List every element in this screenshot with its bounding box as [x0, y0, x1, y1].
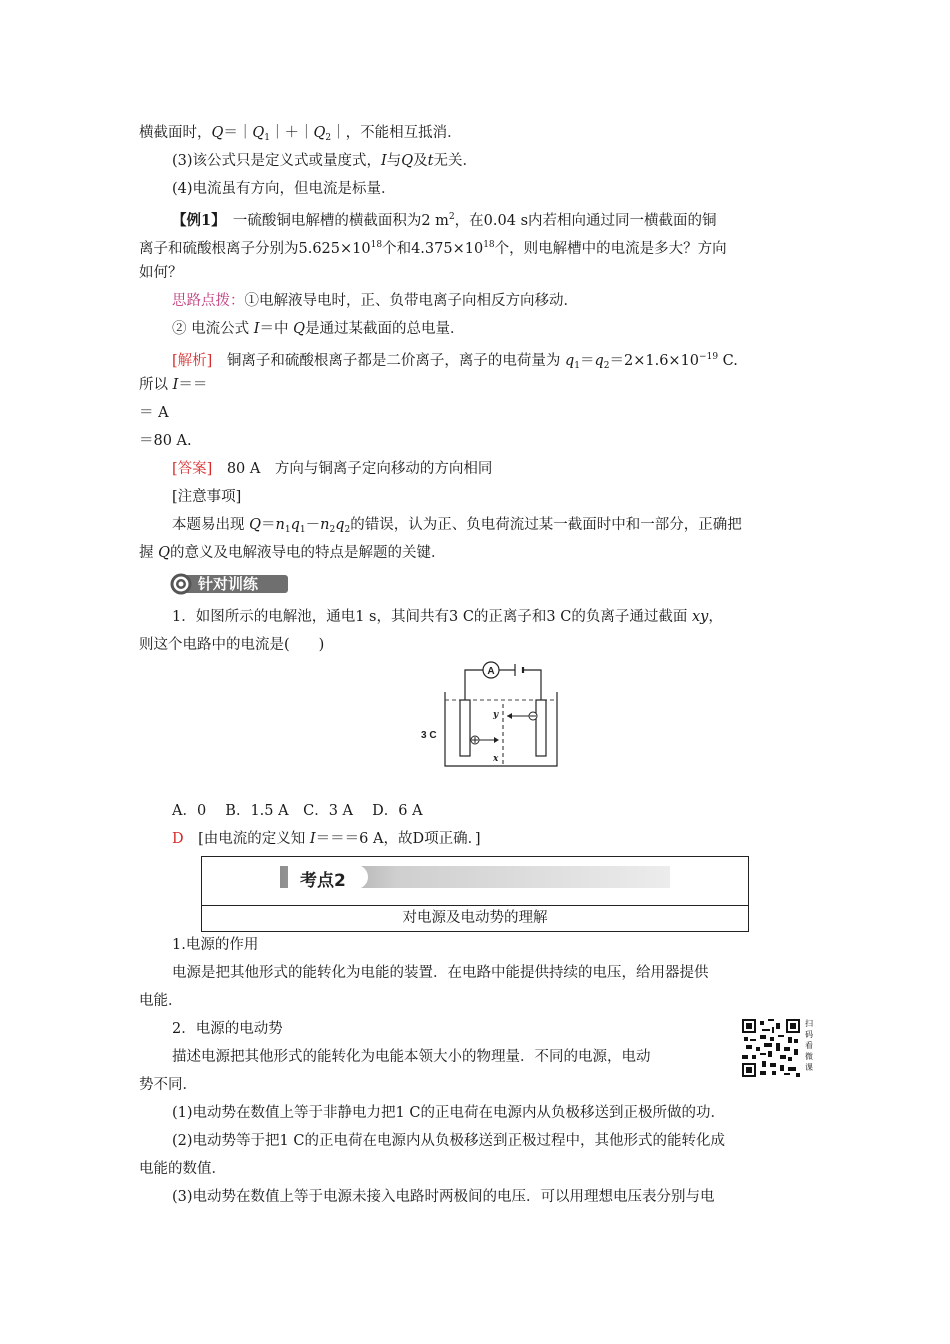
answer-line: [答案] 80 A 方向与铜离子定向移动的方向相同: [172, 461, 493, 477]
text-line: (4)电流虽有方向，但电流是标量．: [172, 181, 396, 197]
kaodian-title: 对电源及电动势的理解: [402, 910, 548, 926]
ammeter-label: A: [487, 666, 495, 677]
section-heading: 1.电源的作用: [172, 937, 259, 953]
svg-text:y: y: [493, 710, 499, 720]
text-line: 电能的数值．: [139, 1161, 226, 1177]
example-line: 如何？: [139, 265, 183, 281]
note-line: 握 Q的意义及电解液导电的特点是解题的关键．: [139, 545, 446, 561]
example-line: 离子和硫酸根离子分别为$5.625\times 10^{18}$个和$4.375\times 10^{18}$个，则电解槽中的电流是多大？方向: [139, 240, 727, 257]
answer-label: [答案]: [172, 461, 213, 477]
svg-text:x: x: [493, 754, 499, 764]
electrolytic-cell-diagram: [415, 660, 565, 780]
text-line: 横截面时，$Q=|Q_1|+|Q_2|$，不能相互抵消．: [139, 125, 462, 143]
charge-label: 3 C: [421, 730, 437, 741]
training-banner: [170, 573, 290, 595]
kaodian-box: [201, 856, 749, 932]
text-line: (3)该公式只是定义式或量度式，I与Q及t无关．: [172, 153, 477, 169]
section-heading: 2．电源的电动势: [172, 1021, 283, 1037]
example-line: 【例1】 一硫酸铜电解槽的横截面积为2 $m^2$，在0.04 s内若相向通过同一横截面的铜: [172, 212, 717, 229]
solution-line: 所以 I＝＝: [139, 377, 208, 393]
question-line: 1．如图所示的电解池，通电1 s，其间共有3 C的正离子和3 C的负离子通过截面 xy，: [172, 609, 723, 625]
solution-label: [解析]: [172, 353, 213, 369]
text-line: (2)电动势等于把1 C的正电荷在电源内从负极移送到正极过程中，其他形式的能转化成: [172, 1133, 725, 1149]
solution-line: ＝80 A.: [139, 433, 192, 449]
text-line: 电能．: [139, 993, 183, 1009]
solution-line: ＝ A: [139, 405, 169, 421]
text-line: (3)电动势在数值上等于电源未接入电路时两极间的电压．可以用理想电压表分别与电: [172, 1189, 715, 1205]
text-line: 电源是把其他形式的能转化为电能的装置．在电路中能提供持续的电压，给用器提供: [172, 965, 709, 981]
question-line: 则这个电路中的电流是( ): [139, 637, 325, 653]
note-label: [注意事项]: [172, 489, 242, 505]
text-line: 势不同．: [139, 1077, 197, 1093]
question-answer: D [由电流的定义知 I＝＝＝6 A，故D项正确．]: [172, 831, 481, 847]
training-title: 针对训练: [198, 575, 259, 593]
solution-line: [解析] 铜离子和硫酸根离子都是二价离子，离子的电荷量为 $q_1=q_2=2\times 1.6\times 10^{-19}$ C.: [172, 352, 738, 371]
hint-line: 思路点拨：①电解液导电时，正、负带电离子向相反方向移动．: [172, 293, 578, 309]
qr-code-icon[interactable]: [742, 1018, 800, 1078]
circuit-svg: [415, 660, 565, 780]
hint-line: ② 电流公式 I＝中 Q是通过某截面的总电量．: [172, 321, 465, 337]
qr-caption: 扫码看微课: [805, 1019, 813, 1072]
answer-options: A．0 B．1.5 A C．3 A D．6 A: [172, 803, 423, 819]
text-line: (1)电动势在数值上等于非静电力把1 C的正电荷在电源内从负极移送到正极所做的功．: [172, 1105, 725, 1121]
text-line: 描述电源把其他形式的能转化为电能本领大小的物理量．不同的电源，电动: [172, 1049, 651, 1065]
note-line: 本题易出现 $Q=n_1q_1-n_2q_2$的错误，认为正、负电荷流过某一截面时中和一部分，正确把: [172, 517, 742, 535]
kaodian-tag: 考点2: [288, 865, 368, 889]
hint-label: 思路点拨：: [172, 293, 245, 309]
